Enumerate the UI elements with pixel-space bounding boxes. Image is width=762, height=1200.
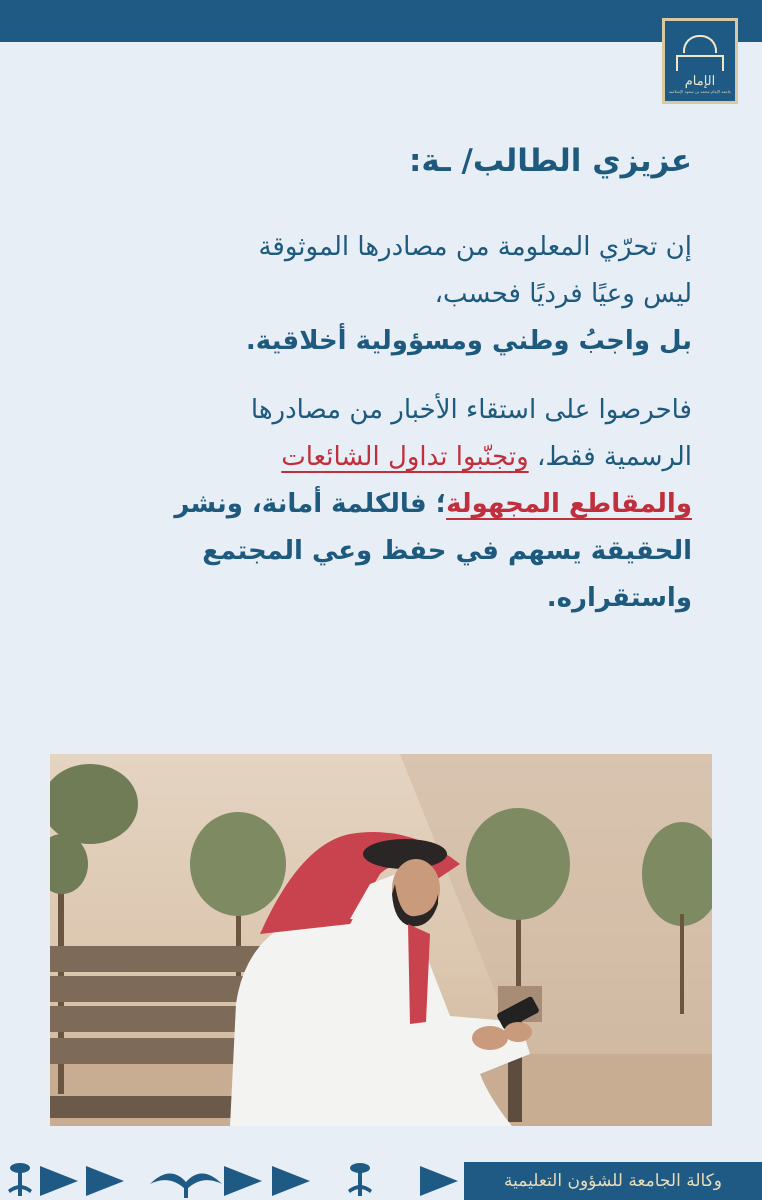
footer-pattern — [0, 1160, 470, 1200]
greeting-heading: عزيزي الطالب/ ـة: — [408, 143, 692, 179]
mosque-dome-icon — [683, 35, 717, 53]
avoid-rumors-highlight: وتجنّبوا تداول الشائعات — [281, 442, 529, 472]
paragraph-1-line-1: إن تحرّي المعلومة من مصادرها الموثوقة — [258, 232, 692, 262]
word-is-trust-text: ؛ فالكلمة أمانة، ونشر — [174, 489, 447, 519]
logo-mark: الإمام — [684, 74, 716, 89]
paragraph-2-line-4: الحقيقة يسهم في حفظ وعي المجتمع — [202, 536, 692, 566]
triangle-pattern — [40, 1166, 458, 1196]
paragraph-1 — [30, 224, 692, 365]
palm-swords-emblem — [8, 1163, 32, 1196]
eagle-emblem — [150, 1173, 222, 1198]
paragraph-2-line-1: فاحرصوا على استقاء الأخبار من مصادرها — [250, 395, 692, 425]
student-photo — [50, 754, 712, 1126]
paragraph-2-line-2 — [30, 434, 692, 481]
mosque-arches-icon — [676, 55, 724, 71]
paragraph-2-line-3 — [30, 481, 692, 528]
paragraph-1-line-2: ليس وعيًا فرديًا فحسب، — [434, 279, 692, 309]
university-logo — [662, 18, 738, 104]
top-bar — [0, 0, 762, 42]
unknown-clips-highlight: والمقاطع المجهولة — [446, 489, 692, 519]
official-sources-text: الرسمية فقط، — [528, 442, 692, 472]
logo-subtitle: جامعة الإمام محمد بن سعود الإسلامية — [668, 89, 732, 94]
student-illustration — [50, 754, 712, 1126]
paragraph-2 — [30, 387, 692, 622]
paragraph-2-line-5: واستقراره. — [546, 583, 692, 613]
palm-swords-emblem-2 — [348, 1163, 372, 1196]
paragraph-1-line-3: بل واجبُ وطني ومسؤولية أخلاقية. — [245, 326, 692, 356]
agency-name: وكالة الجامعة للشؤون التعليمية — [464, 1162, 762, 1200]
letter-text — [30, 130, 692, 622]
